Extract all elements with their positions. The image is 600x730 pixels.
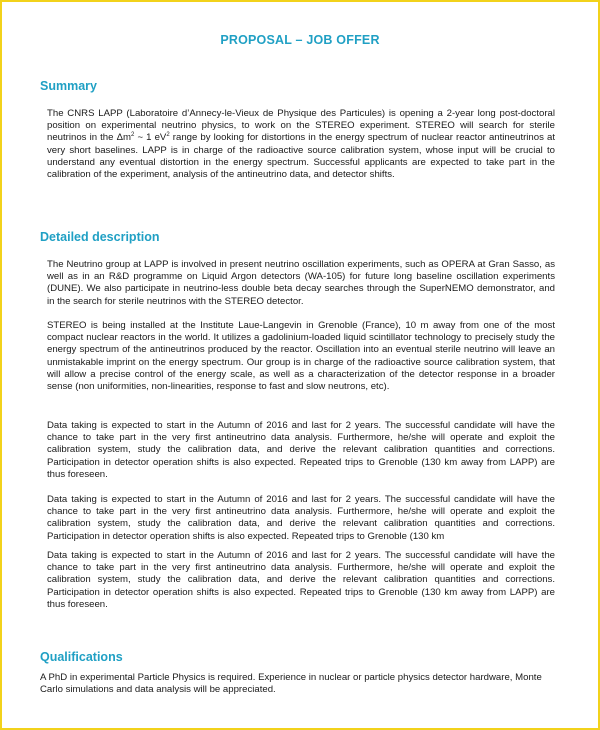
detailed-paragraph-3: Data taking is expected to start in the Autumn of 2016 and last for 2 years. The successful candidate will have the chance to take part in the very first antineutrino data analysis. Furthermore, he/she will operate and exploit the calibration system, study the calibration data, and derive the relevant calibration quantities and corrections. Participation in detector operation shifts is also expected. Repeated trips to Grenoble (130 km away from LAPP) are thus foreseen. (47, 420, 555, 480)
summary-paragraph: The CNRS LAPP (Laboratoire d’Annecy-le-Vieux de Physique des Particules) is opening a 2-year long post-doctoral position on experimental neutrino physics, to work on the STEREO experiment. STEREO will search for sterile neutrinos in the $\Delta m^2$ ~ 1 $eV^2$ range by looking for distortions in the energy spectrum of nuclear reactor antineutrinos at very short baselines. LAPP is in charge of the radioactive source calibration system, whose input will be crucial to understand any eventual distortion in the energy spectrum. Successful applicants are expected to take part in the calibration of the experiment, analysis of the antineutrino data, and detector shifts. (47, 108, 556, 181)
qualifications-heading: Qualifications (40, 650, 123, 664)
detailed-paragraph-4: Data taking is expected to start in the Autumn of 2016 and last for 2 years. The successful candidate will have the chance to take part in the very first antineutrino data analysis. Furthermore, he/she will operate and exploit the calibration system, study the calibration data, and derive the relevant calibration quantities and corrections. Participation in detector operation shifts is also expected. Repeated trips to Grenoble (130 km (47, 494, 555, 542)
detailed-paragraph-2: STEREO is being installed at the Institute Laue-Langevin in Grenoble (France), 10 m away from one of the most compact nuclear reactors in the world. It utilizes a gadolinium-loaded liquid scintillator technology to precisely study the energy spectrum of the antineutrinos produced by the reactor. Oscillation into an eventual sterile neutrino will leave an unmistakable imprint on the energy spectrum. Our group is in charge of the radioactive source calibration system, that will allow a precise control of the energy scale, as well as a characterization of the detector response in a broader sense (non uniformities, non-linearities, response to fast and slow neutrons, etc). (47, 320, 555, 393)
detailed-description-heading: Detailed description (40, 230, 160, 244)
summary-heading: Summary (40, 79, 97, 93)
qualifications-paragraph: A PhD in experimental Particle Physics is required. Experience in nuclear or particle physics detector hardware, Monte Carlo simulations and data analysis will be appreciated. (40, 672, 542, 696)
detailed-paragraph-5: Data taking is expected to start in the Autumn of 2016 and last for 2 years. The successful candidate will have the chance to take part in the very first antineutrino data analysis. Furthermore, he/she will operate and exploit the calibration system, study the calibration data, and derive the relevant calibration quantities and corrections. Participation in detector operation shifts is also expected. Repeated trips to Grenoble (130 km away from LAPP) are thus foreseen. (47, 550, 555, 610)
detailed-paragraph-1: The Neutrino group at LAPP is involved in present neutrino oscillation experiments, such as OPERA at Gran Sasso, as well as in an R&D programme on Liquid Argon detectors (WA-105) for future long baseline oscillation experiments (DUNE). We also participate in neutrino-less double beta decay searches through the SuperNEMO demonstrator, and in the search for sterile neutrinos with the STEREO detector. (47, 259, 555, 307)
document-title: PROPOSAL – JOB OFFER (220, 33, 380, 47)
